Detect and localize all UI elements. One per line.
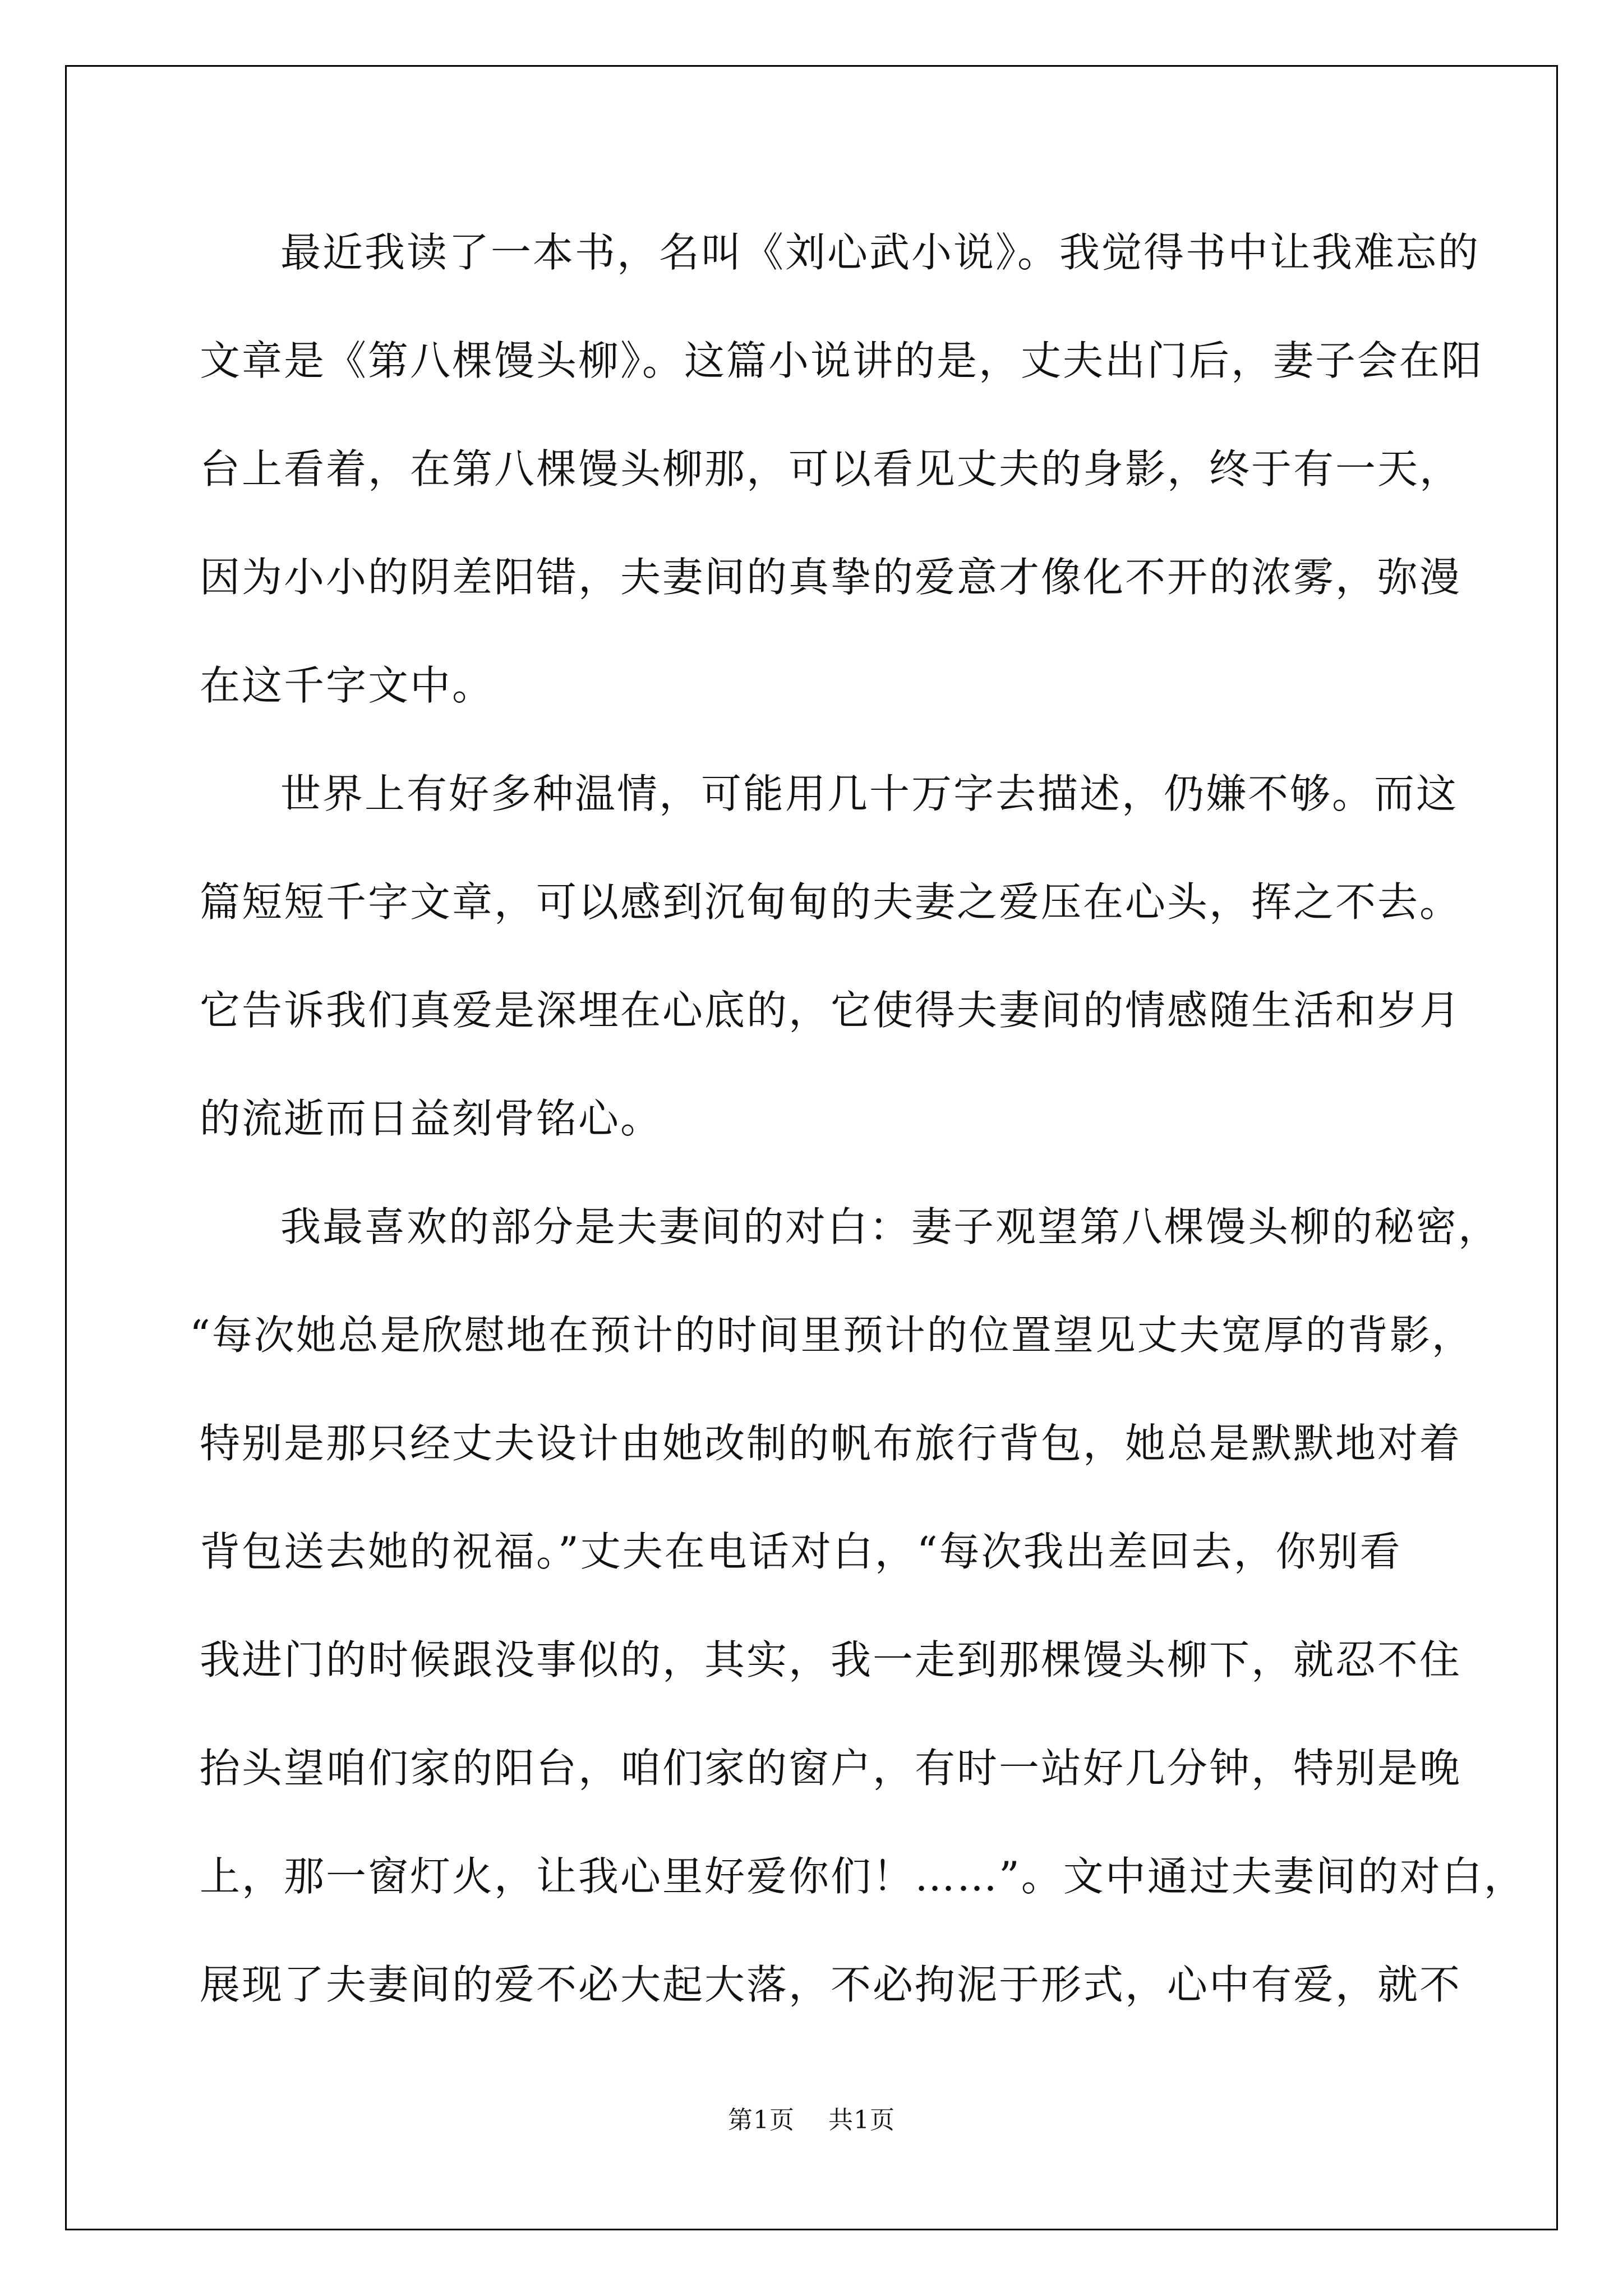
paragraph-1-line-1: 最近我读了一本书，名叫《刘心武小说》。我觉得书中让我难忘的 xyxy=(280,229,1481,276)
paragraph-1-line-2: 文章是《第八棵馒头柳》。这篇小说讲的是，丈夫出门后，妻子会在阳 xyxy=(200,337,1484,384)
page-total: 共1页 xyxy=(828,2106,895,2134)
page-border xyxy=(65,65,1558,2230)
paragraph-2-line-1: 世界上有好多种温情，可能用几十万字去描述，仍嫌不够。而这 xyxy=(280,770,1459,817)
paragraph-1-line-5: 在这千字文中。 xyxy=(200,662,495,709)
paragraph-3-line-6: 抬头望咱们家的阳台，咱们家的窗户，有时一站好几分钟，特别是晚 xyxy=(200,1745,1462,1792)
page-number: 第1页 xyxy=(728,2106,795,2134)
page-footer xyxy=(0,2104,1623,2137)
paragraph-3-line-5: 我进门的时候跟没事似的，其实，我一走到那棵馒头柳下，就忍不住 xyxy=(200,1636,1462,1683)
paragraph-3-line-4: 背包送去她的祝福。”丈夫在电话对白，“每次我出差回去，你别看 xyxy=(200,1528,1402,1575)
paragraph-3-line-2: “每次她总是欣慰地在预计的时间里预计的位置望见丈夫宽厚的背影， xyxy=(190,1312,1474,1359)
paragraph-3-line-3: 特别是那只经丈夫设计由她改制的帆布旅行背包，她总是默默地对着 xyxy=(200,1420,1462,1467)
paragraph-3-line-1: 我最喜欢的部分是夫妻间的对白：妻子观望第八棵馒头柳的秘密， xyxy=(280,1203,1501,1250)
paragraph-3-line-7: 上，那一窗灯火，让我心里好爱你们！……”。文中通过夫妻间的对白， xyxy=(200,1853,1526,1900)
paragraph-3-line-8: 展现了夫妻间的爱不必大起大落，不必拘泥于形式，心中有爱，就不 xyxy=(200,1961,1462,2008)
paragraph-2-line-2: 篇短短千字文章，可以感到沉甸甸的夫妻之爱压在心头，挥之不去。 xyxy=(200,878,1462,926)
paragraph-1-line-4: 因为小小的阴差阳错，夫妻间的真挚的爱意才像化不开的浓雾，弥漫 xyxy=(200,554,1462,601)
paragraph-2-line-4: 的流逝而日益刻骨铭心。 xyxy=(200,1095,663,1142)
paragraph-2-line-3: 它告诉我们真爱是深埋在心底的，它使得夫妻间的情感随生活和岁月 xyxy=(200,987,1462,1034)
paragraph-1-line-3: 台上看着，在第八棵馒头柳那，可以看见丈夫的身影，终于有一天， xyxy=(200,445,1462,493)
